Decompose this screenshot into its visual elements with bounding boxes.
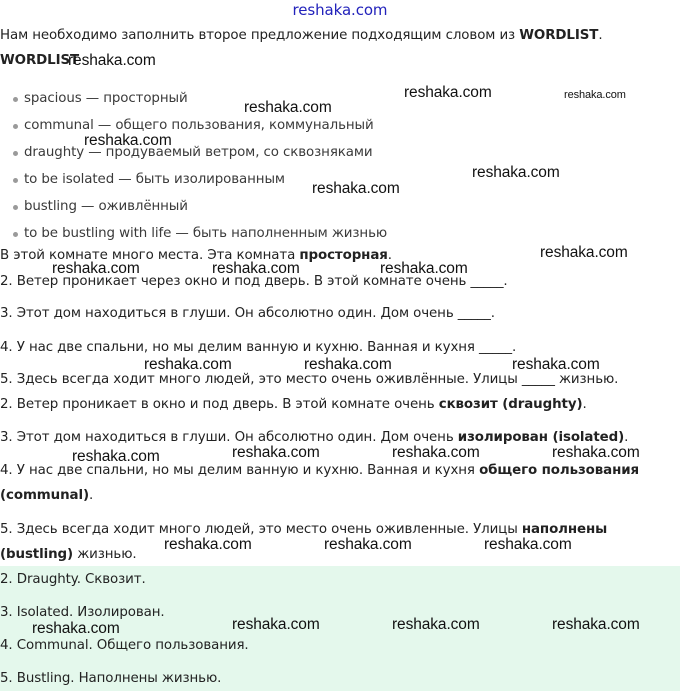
wordlist-heading: WORDLIST [0,53,80,68]
watermark: reshaka.com [72,448,160,465]
watermark: reshaka.com [32,620,120,637]
watermark: reshaka.com [84,132,172,149]
site-link[interactable]: reshaka.com [292,1,388,19]
answer-2: 2. Ветер проникает в окно и под дверь. В этой комнате очень сквозит (draughty). [0,397,587,412]
bullet-icon [13,151,18,156]
bullet-icon [13,232,18,237]
watermark: reshaka.com [392,616,480,633]
watermark: reshaka.com [324,536,412,553]
wordlist-item: spacious — просторный [24,91,188,106]
bullet-icon [13,124,18,129]
answer-4: 4. У нас две спальни, но мы делим ванную и кухню. Ванная и кухня общего пользования [0,463,640,478]
summary-item: 5. Bustling. Наполнены жизнью. [0,671,222,686]
watermark: reshaka.com [512,356,600,373]
answer-4-cont: (communal). [0,488,94,503]
task-5: 5. Здесь всегда ходит много людей, это место очень оживлённые. Улицы _____ жизнью. [0,372,619,387]
watermark: reshaka.com [552,616,640,633]
wordlist-item: to be bustling with life — быть наполненным жизнью [24,226,388,241]
watermark: reshaka.com [52,260,140,277]
wordlist-item: to be isolated — быть изолированным [24,172,285,187]
watermark: reshaka.com [68,52,156,69]
watermark: reshaka.com [392,444,480,461]
watermark: reshaka.com [380,260,468,277]
watermark: reshaka.com [144,356,232,373]
summary-item: 2. Draughty. Сквозит. [0,572,146,587]
watermark: reshaka.com [212,260,300,277]
watermark: reshaka.com [564,89,626,101]
answer-3: 3. Этот дом находиться в глуши. Он абсолютно один. Дом очень изолирован (isolated). [0,430,629,445]
task-3: 3. Этот дом находиться в глуши. Он абсолютно один. Дом очень _____. [0,306,495,321]
watermark: reshaka.com [484,536,572,553]
watermark: reshaka.com [540,244,628,261]
bullet-icon [13,178,18,183]
intro-text: Нам необходимо заполнить второе предложение подходящим словом из WORDLIST. [0,28,603,43]
summary-item: 4. Communal. Общего пользования. [0,638,249,653]
watermark: reshaka.com [304,356,392,373]
watermark: reshaka.com [164,536,252,553]
bullet-icon [13,205,18,210]
summary-item: 3. Isolated. Изолирован. [0,605,165,620]
example-sentence: В этой комнате много места. Эта комната просторная. [0,248,392,263]
task-2: 2. Ветер проникает через окно и под дверь. В этой комнате очень _____. [0,274,508,289]
watermark: reshaka.com [232,444,320,461]
wordlist-item: bustling — оживлённый [24,199,188,214]
watermark: reshaka.com [312,180,400,197]
wordlist-item: communal — общего пользования, коммунальный [24,118,374,133]
watermark: reshaka.com [244,99,332,116]
watermark: reshaka.com [404,84,492,101]
answer-5-cont: (bustling) жизнью. [0,547,137,562]
watermark: reshaka.com [232,616,320,633]
wordlist-item: draughty — продуваемый ветром, со сквозняками [24,145,373,160]
bullet-icon [13,97,18,102]
answer-5: 5. Здесь всегда ходит много людей, это место очень оживленные. Улицы наполнены [0,522,608,537]
watermark: reshaka.com [472,164,560,181]
watermark: reshaka.com [552,444,640,461]
task-4: 4. У нас две спальни, но мы делим ванную и кухню. Ванная и кухня _____. [0,340,517,355]
